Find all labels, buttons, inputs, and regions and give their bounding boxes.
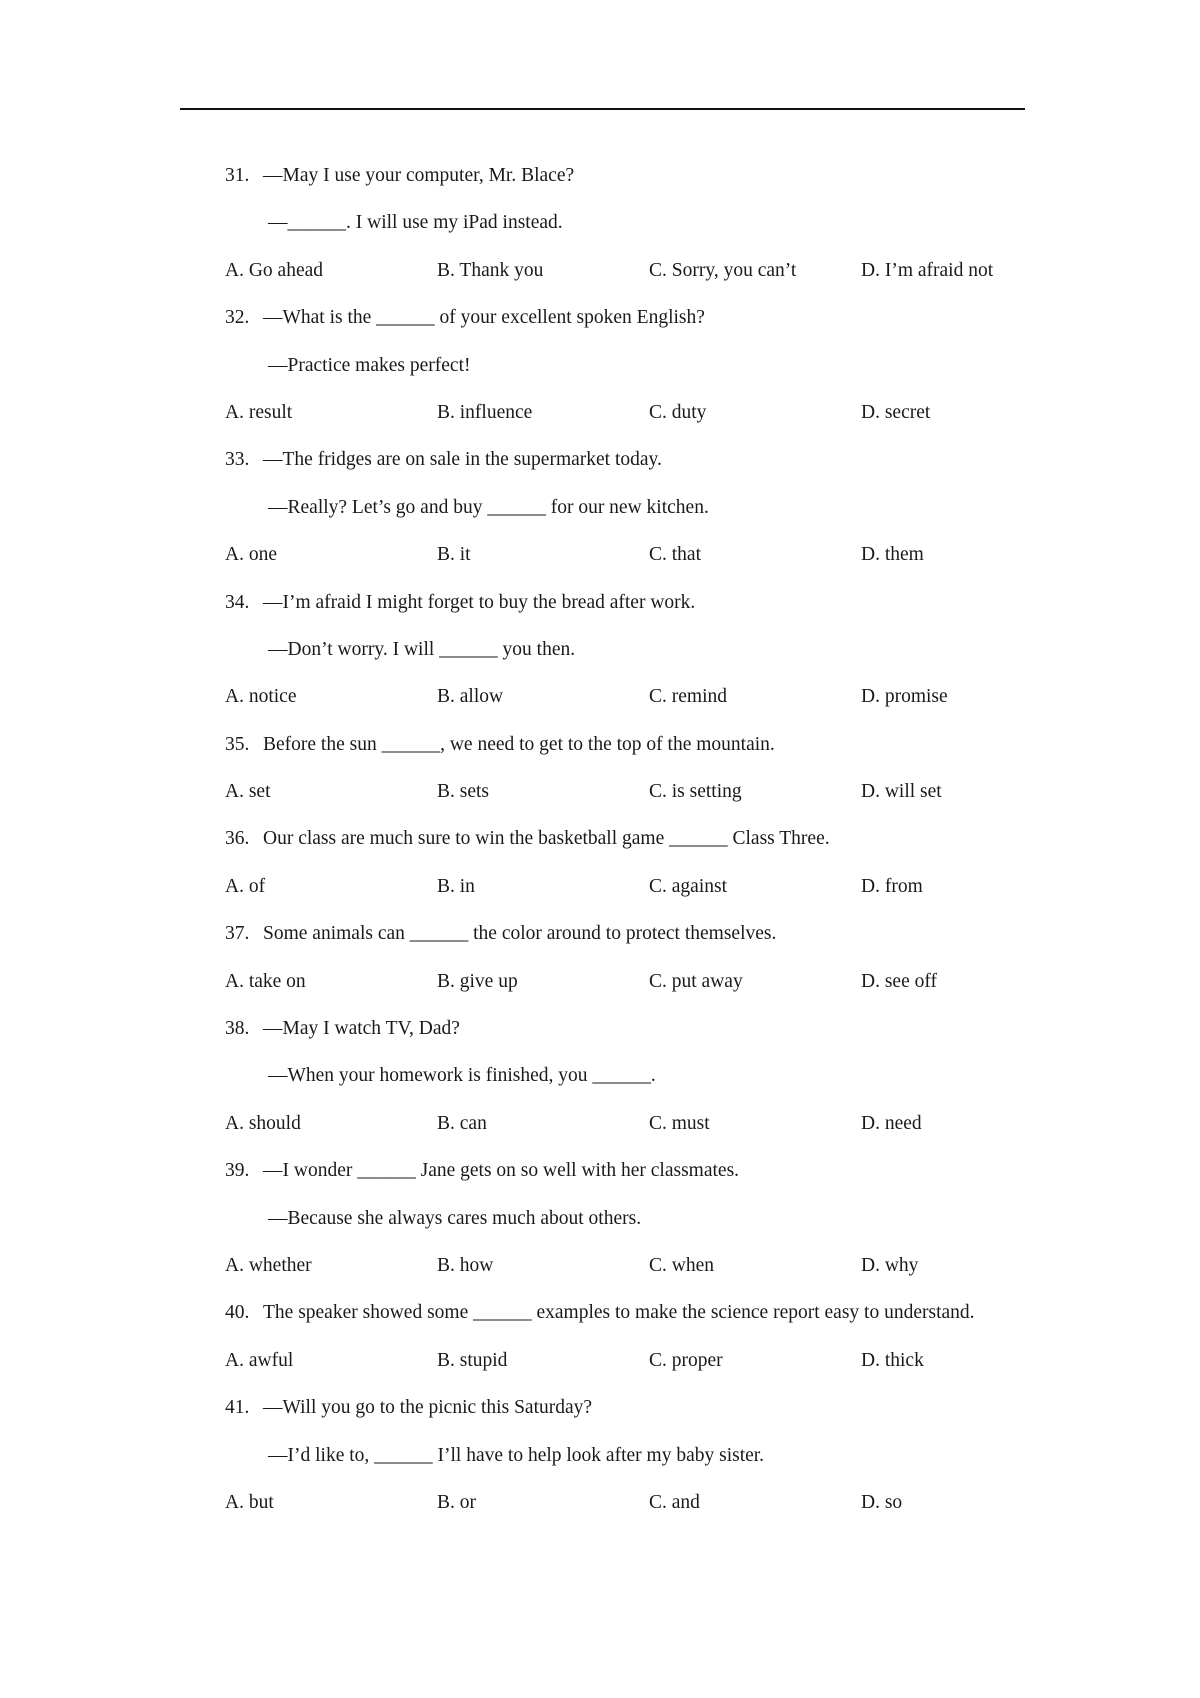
option-b: B. sets: [437, 781, 490, 803]
option-c: C. must: [649, 1112, 710, 1134]
question-text: —The fridges are on sale in the supermarket today.: [263, 449, 662, 471]
question-number: 38.: [225, 1018, 250, 1040]
option-d: D. from: [861, 875, 923, 897]
question-38: [182, 1005, 1024, 1147]
option-d: D. need: [861, 1112, 922, 1134]
question-prompt: [182, 815, 1024, 862]
option-b: B. give up: [437, 970, 518, 992]
question-reply: —Practice makes perfect!: [268, 354, 471, 376]
option-b: B. it: [437, 544, 471, 566]
question-35: [182, 721, 1024, 816]
answer-options: [182, 1479, 1024, 1526]
question-reply: —Because she always cares much about others.: [268, 1207, 642, 1229]
option-a: A. but: [225, 1491, 274, 1513]
option-a: A. set: [225, 781, 271, 803]
option-c: C. duty: [649, 401, 707, 423]
option-d: D. them: [861, 544, 924, 566]
answer-options: [182, 1242, 1024, 1289]
question-text: —May I use your computer, Mr. Blace?: [263, 165, 575, 186]
option-a: A. of: [225, 875, 266, 897]
option-a: A. awful: [225, 1349, 294, 1371]
question-text: —What is the ______ of your excellent spoken English?: [263, 307, 705, 329]
question-reply: —Don’t worry. I will ______ you then.: [268, 638, 576, 660]
answer-options: [182, 389, 1024, 436]
question-reply: —I’d like to, ______ I’ll have to help look after my baby sister.: [268, 1444, 765, 1466]
option-b: B. or: [437, 1491, 476, 1513]
question-number: 35.: [225, 733, 250, 755]
question-37: [182, 910, 1024, 1005]
question-prompt: [182, 1005, 1024, 1052]
question-number: 36.: [225, 828, 250, 850]
question-prompt: [182, 152, 1024, 199]
option-b: B. can: [437, 1112, 487, 1134]
option-b: B. in: [437, 875, 475, 897]
question-text: —May I watch TV, Dad?: [263, 1018, 460, 1040]
question-reply: —Really? Let’s go and buy ______ for our new kitchen.: [268, 496, 709, 518]
question-text: Some animals can ______ the color around to protect themselves.: [263, 923, 777, 945]
option-b: B. how: [437, 1254, 494, 1276]
question-number: 33.: [225, 449, 250, 471]
question-36: [182, 815, 1024, 910]
option-d: D. thick: [861, 1349, 924, 1371]
option-c: C. Sorry, you can’t: [649, 259, 797, 281]
answer-options: [182, 1100, 1024, 1147]
question-prompt: [182, 1147, 1024, 1194]
question-prompt: [182, 1289, 1024, 1336]
question-reply: —When your homework is finished, you ______.: [268, 1065, 656, 1087]
option-d: D. see off: [861, 970, 937, 992]
question-text: Before the sun ______, we need to get to the top of the mountain.: [263, 733, 775, 755]
question-41: [182, 1384, 1024, 1526]
option-d: D. I’m afraid not: [861, 259, 994, 281]
question-prompt: [182, 579, 1024, 626]
option-c: C. and: [649, 1491, 700, 1513]
question-prompt: [182, 721, 1024, 768]
question-number: 34.: [225, 591, 250, 613]
question-40: [182, 1289, 1024, 1384]
question-number: 40.: [225, 1302, 250, 1324]
option-c: C. remind: [649, 686, 727, 708]
question-31: [182, 152, 1024, 294]
answer-options: [182, 1337, 1024, 1384]
header-rule: [180, 108, 1025, 110]
option-d: D. will set: [861, 781, 942, 803]
option-a: A. take on: [225, 970, 306, 992]
option-d: D. so: [861, 1491, 903, 1513]
question-39: [182, 1147, 1024, 1289]
question-number: 37.: [225, 923, 250, 945]
option-c: C. against: [649, 875, 727, 897]
option-b: B. Thank you: [437, 259, 544, 281]
option-d: D. why: [861, 1254, 919, 1276]
question-reply: —______. I will use my iPad instead.: [268, 212, 563, 234]
option-d: D. promise: [861, 686, 948, 708]
option-c: C. put away: [649, 970, 743, 992]
option-c: C. is setting: [649, 781, 742, 803]
option-a: A. should: [225, 1112, 301, 1134]
option-a: A. result: [225, 401, 293, 423]
option-c: C. that: [649, 544, 701, 566]
question-number: 41.: [225, 1397, 250, 1419]
option-c: C. proper: [649, 1349, 723, 1371]
question-text: The speaker showed some ______ examples to make the science report easy to understand.: [263, 1302, 975, 1324]
answer-options: [182, 673, 1024, 720]
option-a: A. one: [225, 544, 277, 566]
question-number: 39.: [225, 1160, 250, 1182]
option-a: A. Go ahead: [225, 259, 324, 281]
answer-options: [182, 531, 1024, 578]
question-33: [182, 436, 1024, 578]
option-d: D. secret: [861, 401, 931, 423]
question-32: [182, 294, 1024, 436]
question-prompt: [182, 294, 1024, 341]
question-text: —I wonder ______ Jane gets on so well with her classmates.: [263, 1160, 740, 1182]
question-text: —Will you go to the picnic this Saturday?: [263, 1397, 593, 1419]
answer-options: [182, 768, 1024, 815]
option-b: B. allow: [437, 686, 504, 708]
answer-options: [182, 958, 1024, 1005]
answer-options: [182, 863, 1024, 910]
option-b: B. influence: [437, 401, 533, 423]
question-34: [182, 579, 1024, 721]
option-b: B. stupid: [437, 1349, 508, 1371]
question-number: 32.: [225, 307, 250, 329]
option-a: A. notice: [225, 686, 297, 708]
answer-options: [182, 247, 1024, 294]
option-a: A. whether: [225, 1254, 312, 1276]
question-prompt: [182, 436, 1024, 483]
question-prompt: [182, 910, 1024, 957]
question-text: Our class are much sure to win the basketball game ______ Class Three.: [263, 828, 830, 850]
question-list: [182, 152, 1024, 1526]
option-c: C. when: [649, 1254, 714, 1276]
question-prompt: [182, 1384, 1024, 1431]
question-text: —I’m afraid I might forget to buy the bread after work.: [263, 591, 696, 613]
question-number: 31.: [225, 165, 250, 186]
